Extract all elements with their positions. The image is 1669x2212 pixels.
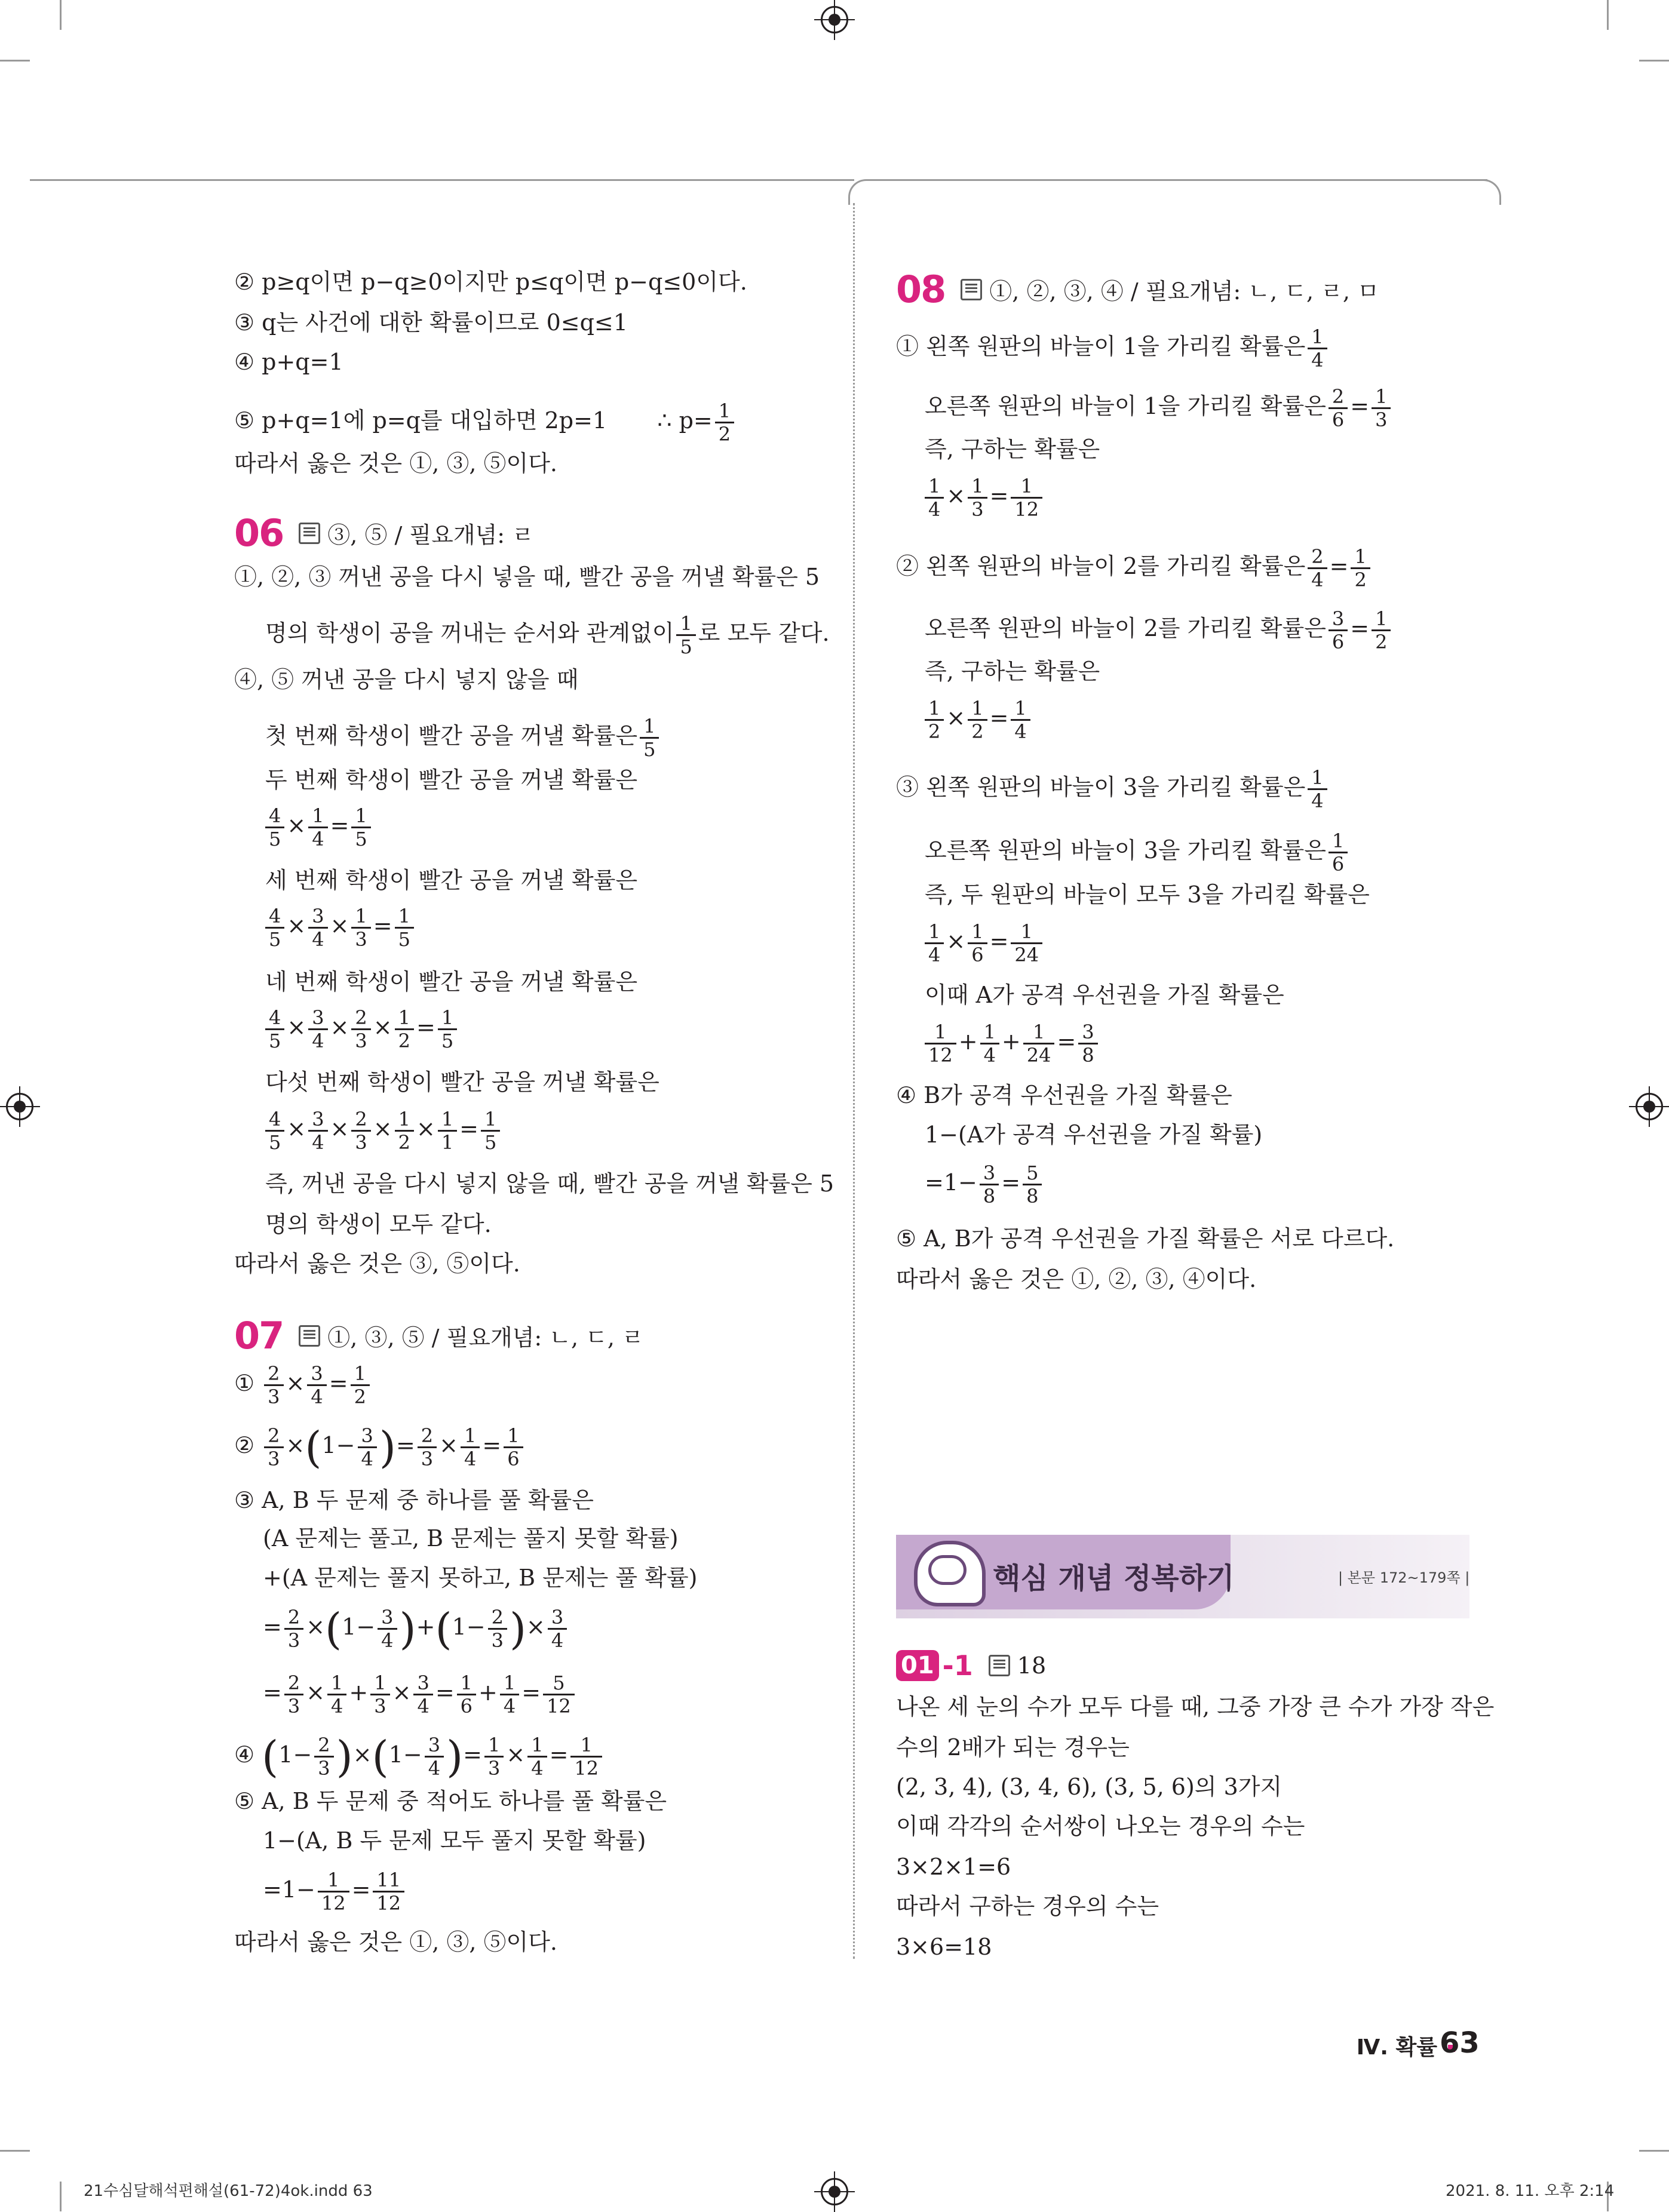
header-rule: [30, 179, 854, 181]
solution-line: 이때 각각의 순서쌍이 나오는 경우의 수는: [896, 1813, 1305, 1839]
answer-icon: [299, 523, 320, 544]
solution-line: 수의 2배가 되는 경우는: [896, 1734, 1130, 1761]
section-banner: [896, 1535, 1469, 1618]
solution-line: +(A 문제는 풀지 못하고, B 문제는 풀 확률): [263, 1565, 698, 1591]
solution-line: ③ A, B 두 문제 중 하나를 풀 확률은: [234, 1487, 594, 1513]
conclusion: 따라서 옳은 것은 ①, ②, ③, ④이다.: [896, 1266, 1257, 1292]
crop-mark: [1639, 60, 1669, 62]
intro-line: ③ q는 사건에 대한 확률이므로 0≤q≤1: [234, 309, 628, 336]
answer-text: 18: [1017, 1652, 1047, 1679]
registration-mark: [821, 6, 848, 33]
question-suffix: -1: [942, 1649, 973, 1682]
solution-line: 오른쪽 원판의 바늘이 2를 가리킬 확률은 $\frac{3}{6}$ = $\frac{1}{2}$: [925, 608, 1393, 653]
intro-line: [234, 400, 737, 445]
equation: $\frac{1}{12}$ + $\frac{1}{4}$ + $\frac{1}{24}$ = $\frac{3}{8}$: [922, 1021, 1100, 1066]
solution-line: ④, ⑤ 꺼낸 공을 다시 넣지 않을 때: [234, 666, 579, 693]
page-number: 63: [1440, 2026, 1480, 2060]
slug-left: 21수심달해석편해설(61-72)4ok.indd 63: [84, 2182, 373, 2200]
solution-line: 따라서 구하는 경우의 수는: [896, 1893, 1159, 1919]
header-rule-end: [1475, 179, 1501, 205]
equation: $\frac{1}{2}$ × $\frac{1}{2}$ = $\frac{1}{4}$: [922, 698, 1033, 742]
intro-line: ② p≥q이면 p−q≥0이지만 p≤q이면 p−q≤0이다.: [234, 269, 747, 295]
equation: = $\frac{2}{3}$ ×(1− $\frac{3}{4}$ )+(1− $\frac{2}{3}$ )× $\frac{3}{4}$: [263, 1606, 569, 1651]
solution-line: 1−(A가 공격 우선권을 가질 확률): [925, 1122, 1263, 1148]
answer-icon: [989, 1655, 1010, 1676]
answer-icon: [961, 279, 982, 300]
conclusion: 따라서 옳은 것은 ①, ③, ⑤이다.: [234, 450, 558, 477]
crop-mark: [1607, 0, 1609, 30]
solution-line: (2, 3, 4), (3, 4, 6), (3, 5, 6)의 3가지: [896, 1774, 1283, 1800]
fraction: $\frac{1}{5}$: [640, 715, 659, 760]
solution-line: (A 문제는 풀고, B 문제는 풀지 못할 확률): [263, 1525, 679, 1552]
equation: $\frac{1}{4}$ × $\frac{1}{3}$ = $\frac{1}{12}$: [922, 475, 1045, 520]
equation: ④ (1− $\frac{2}{3}$ )×(1− $\frac{3}{4}$ )= $\frac{1}{3}$ × $\frac{1}{4}$ = $\frac{1}{12}$: [234, 1734, 605, 1779]
solution-line: 즉, 꺼낸 공을 다시 넣지 않을 때, 빨간 공을 꺼낼 확률은 5: [265, 1170, 834, 1197]
question-header: [234, 1314, 644, 1357]
solution-line: ① 왼쪽 원판의 바늘이 1을 가리킬 확률은 $\frac{1}{4}$: [896, 326, 1330, 371]
equation: $\frac{1}{4}$ × $\frac{1}{6}$ = $\frac{1}{24}$: [922, 921, 1045, 966]
equation: $\frac{4}{5}$ × $\frac{3}{4}$ × $\frac{2}{3}$ × $\frac{1}{2}$ = $\frac{1}{5}$: [263, 1007, 459, 1052]
banner-title: 핵심 개념 정복하기: [993, 1562, 1235, 1595]
solution-line: ⑤ A, B 두 문제 중 적어도 하나를 풀 확률은: [234, 1788, 667, 1814]
equation: = $\frac{2}{3}$ × $\frac{1}{4}$ + $\frac{1}{3}$ × $\frac{3}{4}$ = $\frac{1}{6}$ + $\frac{1}{4}$ = $\frac{5}{12}$: [263, 1672, 577, 1717]
equation: $\frac{4}{5}$ × $\frac{3}{4}$ × $\frac{2}{3}$ × $\frac{1}{2}$ × $\frac{1}{1}$ = $\frac{1}{5}$: [263, 1108, 502, 1153]
crop-mark: [60, 0, 62, 30]
solution-line: ④ B가 공격 우선권을 가질 확률은: [896, 1082, 1232, 1108]
question-header: [234, 511, 534, 555]
conclusion: 따라서 옳은 것은 ③, ⑤이다.: [234, 1251, 520, 1277]
solution-line: 3×6=18: [896, 1934, 992, 1960]
answer-text: ①, ②, ③, ④ / 필요개념: ㄴ, ㄷ, ㄹ, ㅁ: [989, 278, 1379, 305]
solution-line: 명의 학생이 공을 꺼내는 순서와 관계없이 $\frac{1}{5}$ 로 모두 같다.: [265, 612, 830, 658]
intro-text: ⑤ p+q=1에 p=q를 대입하면 2p=1: [234, 407, 608, 434]
intro-text: ∴ p=: [657, 407, 713, 434]
solution-line: 오른쪽 원판의 바늘이 3을 가리킬 확률은 $\frac{1}{6}$: [925, 830, 1350, 875]
solution-line: 첫 번째 학생이 빨간 공을 꺼낼 확률은 $\frac{1}{5}$: [265, 715, 661, 760]
solution-line: ⑤ A, B가 공격 우선권을 가질 확률은 서로 다르다.: [896, 1225, 1395, 1252]
equation: =1− $\frac{1}{12}$ = $\frac{11}{12}$: [263, 1869, 407, 1914]
fraction: $\frac{1}{5}$: [676, 613, 695, 658]
solution-line: 다섯 번째 학생이 빨간 공을 꺼낼 확률은: [265, 1069, 659, 1095]
slug-right: 2021. 8. 11. 오후 2:14: [1446, 2182, 1615, 2200]
solution-line: ③ 왼쪽 원판의 바늘이 3을 가리킬 확률은 $\frac{1}{4}$: [896, 767, 1330, 812]
solution-line: 즉, 구하는 확률은: [925, 658, 1100, 684]
conclusion: 따라서 옳은 것은 ①, ③, ⑤이다.: [234, 1929, 558, 1955]
brain-icon: [914, 1541, 986, 1606]
fraction: $\frac{1}{2}$: [715, 400, 734, 445]
solution-line: 즉, 구하는 확률은: [925, 436, 1100, 462]
solution-line: ①, ②, ③ 꺼낸 공을 다시 넣을 때, 빨간 공을 꺼낼 확률은 5: [234, 564, 820, 590]
answer-icon: [299, 1325, 320, 1347]
solution-line: 즉, 두 원판의 바늘이 모두 3을 가리킬 확률은: [925, 881, 1370, 908]
answer-text: ①, ③, ⑤ / 필요개념: ㄴ, ㄷ, ㄹ: [327, 1325, 644, 1351]
chapter-label: Ⅳ. 확률: [1357, 2030, 1466, 2061]
solution-line: 3×2×1=6: [896, 1854, 1011, 1880]
intro-line: ④ p+q=1: [234, 349, 343, 375]
solution-line: 네 번째 학생이 빨간 공을 꺼낼 확률은: [265, 969, 638, 995]
crop-mark: [1639, 2150, 1669, 2152]
question-header: [896, 268, 1379, 311]
solution-line: 1−(A, B 두 문제 모두 풀지 못할 확률): [263, 1827, 646, 1854]
registration-mark: [6, 1093, 33, 1120]
registration-mark: [1636, 1093, 1663, 1120]
equation: $\frac{4}{5}$ × $\frac{3}{4}$ × $\frac{1}{3}$ = $\frac{1}{5}$: [263, 905, 416, 950]
question-badge: 01: [896, 1650, 939, 1681]
column-divider: [853, 203, 855, 1959]
question-number: 07: [234, 1314, 284, 1357]
solution-line: ② 왼쪽 원판의 바늘이 2를 가리킬 확률은 $\frac{2}{4}$ = $\frac{1}{2}$: [896, 546, 1373, 591]
equation: $\frac{4}{5}$ × $\frac{1}{4}$ = $\frac{1}{5}$: [263, 805, 373, 850]
header-rule: [866, 179, 1487, 181]
solution-line: 오른쪽 원판의 바늘이 1을 가리킬 확률은 $\frac{2}{6}$ = $\frac{1}{3}$: [925, 386, 1393, 431]
solution-line: 이때 A가 공격 우선권을 가질 확률은: [925, 982, 1284, 1008]
page-reference: | 본문 172~179쪽 |: [1338, 1569, 1470, 1586]
registration-mark: [821, 2178, 848, 2205]
equation: ① $\frac{2}{3}$ × $\frac{3}{4}$ = $\frac{1}{2}$: [234, 1363, 372, 1408]
crop-mark: [0, 2150, 30, 2152]
crop-mark: [0, 60, 30, 62]
equation: ② $\frac{2}{3}$ ×(1− $\frac{3}{4}$ )= $\frac{2}{3}$ × $\frac{1}{4}$ = $\frac{1}{6}$: [234, 1425, 526, 1470]
equation: =1− $\frac{3}{8}$ = $\frac{5}{8}$: [925, 1162, 1044, 1207]
solution-line: 나온 세 눈의 수가 모두 다를 때, 그중 가장 큰 수가 가장 작은: [896, 1694, 1495, 1720]
solution-line: 두 번째 학생이 빨간 공을 꺼낼 확률은: [265, 767, 638, 793]
question-header: [896, 1649, 1046, 1682]
question-number: 08: [896, 268, 946, 311]
header-rule-curve: [848, 179, 886, 205]
solution-line: 세 번째 학생이 빨간 공을 꺼낼 확률은: [265, 867, 638, 893]
solution-line: 명의 학생이 모두 같다.: [265, 1211, 492, 1237]
answer-text: ③, ⑤ / 필요개념: ㄹ: [327, 522, 534, 548]
crop-mark: [60, 2182, 62, 2211]
question-number: 06: [234, 511, 284, 555]
